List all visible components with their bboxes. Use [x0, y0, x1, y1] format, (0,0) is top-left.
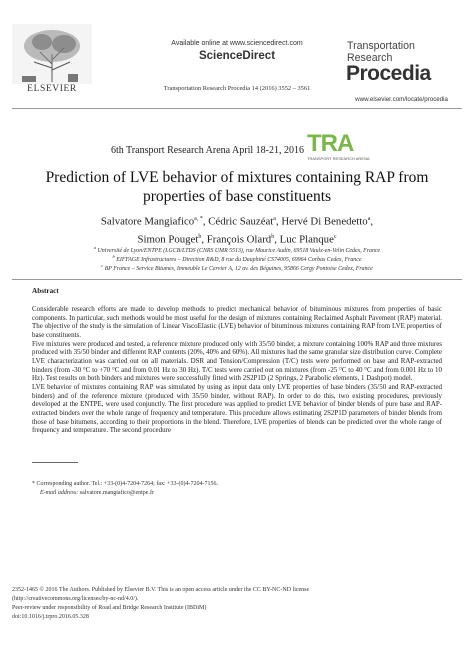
affiliation-text: EIFFAGE Infrastructures – Direction R&D, 8 rue du Dauphiné CS74005, 69964 Corbas Cedex, France — [116, 256, 362, 263]
affiliation-mark: b — [112, 254, 115, 259]
affiliation — [40, 245, 434, 254]
issn-license: 2352-1465 © 2016 The Authors. Published by Elsevier B.V. This is an open access article under the CC BY-NC-ND license — [12, 587, 310, 593]
author-affiliation-mark: a, * — [194, 216, 203, 222]
tra-logo-subtext: TRANSPORT RESEARCH ARENA — [307, 156, 370, 161]
doi[interactable]: doi:10.1016/j.trpro.2016.05.328 — [12, 614, 89, 620]
sciencedirect-logo: ScienceDirect — [198, 50, 276, 62]
email-label: E-mail address: — [40, 489, 79, 496]
journal-url: www.elsevier.com/locate/procedia — [355, 96, 448, 103]
abstract-paragraph: LVE behavior of mixtures containing RAP was simulated by using as input data only LVE properties of base binders (35/50 and RAP-extracted binders) and of the reference mixture (produced with 35/50 binder, without RAP). In order to do this, two existing procedures, previously developed at the ENTPE, were used conjunctly. The first procedure was applied to predict LVE behavior of binder blends of pure base and RAP-extracted binders over the whole range of frequency and temperature. This procedure allows estimating 2S2P1D parameters of binder blends from those of base bitumens, according to their proportions in the blend. Therefore, LVE properties of blends can be predicted over the whole range of frequency and temperature. The second procedure — [32, 382, 442, 435]
corresponding-author: * Corresponding author. Tel.: +33-(0)4-7204-7264; fax: +33-(0)4-7204-7156. — [32, 481, 219, 487]
abstract-heading: Abstract — [32, 287, 59, 295]
author-name: , Hervé Di Benedetto — [275, 215, 368, 228]
author-name: Simon Pouget — [137, 233, 199, 246]
elsevier-wordmark: ELSEVIER — [27, 84, 77, 94]
affiliation — [40, 263, 434, 272]
author-name: Salvatore Mangiafico — [100, 215, 195, 228]
conference-name: 6th Transport Research Arena April 18-21, 2016 — [110, 145, 304, 156]
abstract-divider — [12, 279, 462, 280]
journal-logo-line3: Procedia — [346, 62, 431, 85]
author-affiliation-mark: c — [333, 233, 337, 240]
author-list — [40, 212, 434, 247]
journal-reference: Transportation Research Procedia 14 (2016) 3552 – 3561 — [163, 85, 311, 92]
journal-logo-line2: Research — [347, 52, 393, 64]
affiliation-text: Université de Lyon/ENTPE (LGCB/LTDS (CNRS UMR 5513), rue Maurice Audin, 69518 Vaulx-en-Velin Cedex, France — [97, 247, 381, 254]
tra-logo-text: TRA — [307, 130, 354, 157]
peer-review-note: Peer-review under responsibility of Road and Bridge Research Institute (IBDiM) — [12, 605, 207, 611]
footnote-divider — [32, 462, 78, 463]
email-address: salvatore.mangiafico@entpe.fr — [78, 489, 154, 496]
affiliation-mark: c — [101, 263, 104, 268]
affiliation-text: BP France – Service Bitumes, Immeuble Le Cervier A, 12 av. des Béguines, 95866 Cergy Pontoise Cedex, France — [104, 265, 373, 272]
author-affiliation-mark: a — [273, 216, 276, 222]
author-name: , Cédric Sauzéat — [202, 215, 274, 228]
abstract-body — [32, 305, 442, 435]
paper-title — [30, 168, 444, 206]
available-online-text: Available online at www.sciencedirect.com — [171, 40, 303, 47]
author-name: , François Olard — [201, 233, 272, 246]
paper-title-line1: Prediction of LVE behavior of mixtures containing RAP from — [45, 169, 429, 186]
author-affiliation-mark: a — [367, 216, 371, 222]
affiliation — [40, 254, 434, 263]
copyright-block — [12, 586, 462, 622]
author-separator: , — [370, 215, 374, 228]
email-line — [32, 489, 442, 498]
authors-line1 — [40, 212, 434, 230]
journal-logo-line1: Transportation — [347, 40, 415, 52]
footnote — [32, 480, 442, 497]
author-name: , Luc Planque — [274, 233, 334, 246]
paper-title-line2: properties of base constituents — [142, 188, 332, 205]
affiliation-mark: a — [93, 245, 97, 250]
header-divider — [12, 108, 462, 109]
license-url[interactable]: (http://creativecommons.org/licenses/by-nc-nd/4.0/). — [12, 596, 139, 602]
author-affiliation-mark: b — [198, 233, 202, 240]
abstract-paragraph: Considerable research efforts are made to develop methods to predict mechanical behavior of bituminous mixtures from properties of basic components. In particular, such methods would be most useful for the design of mixtures containing Reclaimed Asphalt Pavement (RAP) material. The objective of the study is the simulation of Linear ViscoElastic (LVE) behavior of bituminous mixtures containing RAP from LVE properties of base constituents. — [32, 305, 442, 339]
tra-logo — [305, 129, 371, 163]
author-affiliation-mark: b — [271, 233, 275, 240]
abstract-paragraph: Five mixtures were produced and tested, a reference mixture produced only with 35/50 binder, a mixture containing 100% RAP and three mixtures produced with 35/50 binder and different RAP contents (20%, 40% and 60%). All mixtures had the same granular size distribution curve. Complete LVE characterization was carried out on all materials. DSR and Tension/Compression (T/C) tests were performed on base and RAP-extracted binders (from -30 °C to +70 °C and from 0.01 Hz to 30 Hz). T/C tests were carried out on mixtures (from -25 °C to 40 °C and from 0.001 Hz to 10 Hz). Test results on both binders and mixtures were successfully fitted with 2S2P1D (2 Springs, 2 Parabolic elements, 1 Dashpot) model. — [32, 339, 442, 383]
